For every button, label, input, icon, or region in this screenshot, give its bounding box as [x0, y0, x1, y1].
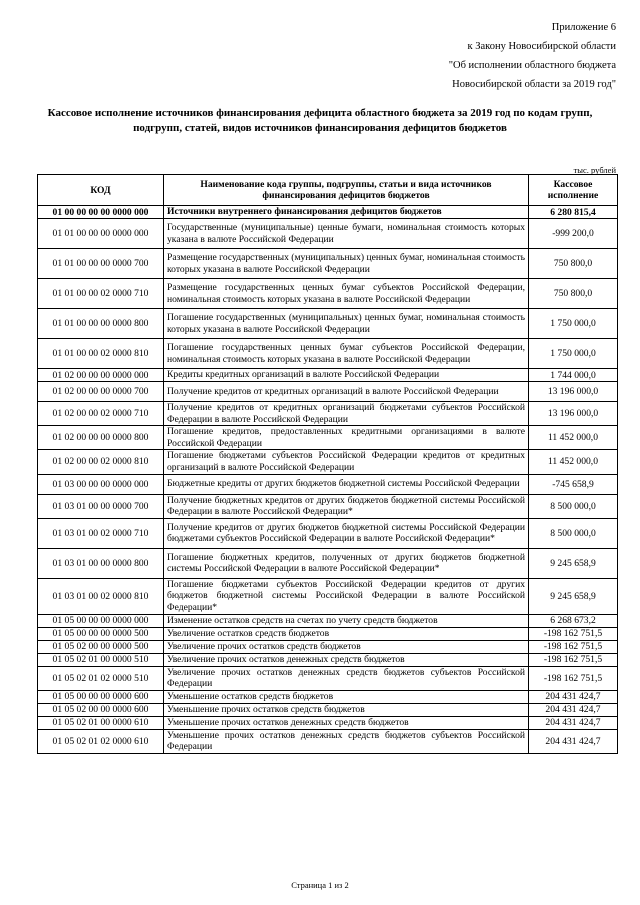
- table-row: [38, 653, 618, 666]
- row-code: 01 03 01 00 00 0000 800: [38, 548, 164, 578]
- table-row: [38, 369, 618, 382]
- row-name: Погашение бюджетами субъектов Российской Федерации кредитов от других бюджетов бюджетной системы Российской Федерации в валюте Российской Федерации*: [164, 578, 529, 614]
- row-name: Погашение бюджетами субъектов Российской Федерации кредитов от кредитных организаций в валюте Российской Федерации: [164, 450, 529, 474]
- row-name: Увеличение остатков средств бюджетов: [164, 627, 529, 640]
- appendix-line: к Закону Новосибирской области: [467, 41, 616, 52]
- row-name: Погашение государственных (муниципальных) ценных бумаг, номинальная стоимость которых указана в валюте Российской Федерации: [164, 309, 529, 339]
- row-code: 01 05 02 00 00 0000 500: [38, 640, 164, 653]
- table-row: [38, 729, 618, 753]
- row-name: Кредиты кредитных организаций в валюте Российской Федерации: [164, 369, 529, 382]
- row-amount: 13 196 000,0: [529, 402, 618, 426]
- row-amount: 9 245 658,9: [529, 548, 618, 578]
- table-row: [38, 548, 618, 578]
- table-row: [38, 382, 618, 402]
- row-amount: 204 431 424,7: [529, 729, 618, 753]
- row-name: Получение кредитов от других бюджетов бюджетной системы Российской Федерации бюджетами субъектов Российской Федерации в валюте Российской Федерации*: [164, 518, 529, 548]
- table-row: [38, 716, 618, 729]
- row-amount: -198 162 751,5: [529, 627, 618, 640]
- row-amount: 1 750 000,0: [529, 339, 618, 369]
- row-amount: 8 500 000,0: [529, 494, 618, 518]
- table-row: [38, 578, 618, 614]
- units-label: тыс. рублей: [573, 165, 616, 175]
- row-code: 01 02 00 00 02 0000 810: [38, 450, 164, 474]
- row-amount: -745 658,9: [529, 474, 618, 494]
- row-amount: 13 196 000,0: [529, 382, 618, 402]
- row-code: 01 02 00 00 00 0000 700: [38, 382, 164, 402]
- row-name: Увеличение прочих остатков денежных средств бюджетов субъектов Российской Федерации: [164, 666, 529, 690]
- row-amount: -999 200,0: [529, 219, 618, 249]
- row-amount: 204 431 424,7: [529, 690, 618, 703]
- page-footer: Страница 1 из 2: [291, 880, 349, 890]
- row-name: Погашение государственных ценных бумаг субъектов Российской Федерации, номинальная стоимость которых указана в валюте Российской Федерации: [164, 339, 529, 369]
- table-row: [38, 690, 618, 703]
- table-row: [38, 249, 618, 279]
- row-name: Размещение государственных (муниципальных) ценных бумаг, номинальная стоимость которых указана в валюте Российской Федерации: [164, 249, 529, 279]
- row-name: Увеличение прочих остатков средств бюджетов: [164, 640, 529, 653]
- row-name: Уменьшение прочих остатков средств бюджетов: [164, 703, 529, 716]
- row-code: 01 02 00 00 02 0000 710: [38, 402, 164, 426]
- row-code: 01 02 00 00 00 0000 000: [38, 369, 164, 382]
- table-row: [38, 666, 618, 690]
- row-code: 01 05 02 01 00 0000 510: [38, 653, 164, 666]
- row-name: Изменение остатков средств на счетах по учету средств бюджетов: [164, 614, 529, 627]
- row-name: Уменьшение прочих остатков денежных средств бюджетов субъектов Российской Федерации: [164, 729, 529, 753]
- row-name: Источники внутреннего финансирования дефицитов бюджетов: [164, 206, 529, 219]
- row-amount: -198 162 751,5: [529, 653, 618, 666]
- row-amount: 11 452 000,0: [529, 426, 618, 450]
- row-amount: 9 245 658,9: [529, 578, 618, 614]
- table-row: [38, 309, 618, 339]
- table-row: [38, 614, 618, 627]
- row-amount: 6 280 815,4: [529, 206, 618, 219]
- header-amount: Кассовое исполнение: [529, 175, 618, 206]
- table-row: [38, 426, 618, 450]
- table-row: [38, 494, 618, 518]
- row-amount: 750 800,0: [529, 249, 618, 279]
- table-row: [38, 402, 618, 426]
- row-name: Погашение бюджетных кредитов, полученных от других бюджетов бюджетной системы Российской Федерации в валюте Российской Федерации*: [164, 548, 529, 578]
- table-row: [38, 219, 618, 249]
- row-code: 01 01 00 00 00 0000 700: [38, 249, 164, 279]
- row-amount: -198 162 751,5: [529, 640, 618, 653]
- document-title: Кассовое исполнение источников финансирования дефицита областного бюджета за 2019 год по кодам групп, подгрупп, статей, видов источников финансирования дефицитов бюджетов: [47, 107, 593, 134]
- row-code: 01 01 00 00 00 0000 800: [38, 309, 164, 339]
- row-code: 01 03 00 00 00 0000 000: [38, 474, 164, 494]
- row-code: 01 00 00 00 00 0000 000: [38, 206, 164, 219]
- table-row: [38, 279, 618, 309]
- appendix-line: "Об исполнении областного бюджета: [448, 60, 616, 71]
- row-name: Увеличение прочих остатков денежных средств бюджетов: [164, 653, 529, 666]
- row-name: Уменьшение прочих остатков денежных средств бюджетов: [164, 716, 529, 729]
- table-row: [38, 627, 618, 640]
- table-row: [38, 206, 618, 219]
- row-name: Уменьшение остатков средств бюджетов: [164, 690, 529, 703]
- row-code: 01 05 00 00 00 0000 600: [38, 690, 164, 703]
- row-code: 01 02 00 00 00 0000 800: [38, 426, 164, 450]
- table-row: [38, 474, 618, 494]
- appendix-line: Приложение 6: [551, 22, 616, 33]
- row-code: 01 05 00 00 00 0000 000: [38, 614, 164, 627]
- row-amount: 750 800,0: [529, 279, 618, 309]
- row-code: 01 05 02 01 02 0000 510: [38, 666, 164, 690]
- row-name: Получение бюджетных кредитов от других бюджетов бюджетной системы Российской Федерации в валюте Российской Федерации*: [164, 494, 529, 518]
- table-row: [38, 518, 618, 548]
- row-amount: 1 744 000,0: [529, 369, 618, 382]
- row-amount: 1 750 000,0: [529, 309, 618, 339]
- row-name: Государственные (муниципальные) ценные бумаги, номинальная стоимость которых указана в валюте Российской Федерации: [164, 219, 529, 249]
- row-code: 01 05 02 01 02 0000 610: [38, 729, 164, 753]
- row-name: Получение кредитов от кредитных организаций бюджетами субъектов Российской Федерации в валюте Российской Федерации: [164, 402, 529, 426]
- row-amount: 11 452 000,0: [529, 450, 618, 474]
- row-name: Получение кредитов от кредитных организаций в валюте Российской Федерации: [164, 382, 529, 402]
- table-row: [38, 339, 618, 369]
- row-code: 01 05 02 00 00 0000 600: [38, 703, 164, 716]
- table-row: [38, 703, 618, 716]
- row-amount: 204 431 424,7: [529, 716, 618, 729]
- row-code: 01 01 00 00 02 0000 810: [38, 339, 164, 369]
- table-header-row: [38, 175, 618, 206]
- row-code: 01 03 01 00 00 0000 700: [38, 494, 164, 518]
- row-amount: 204 431 424,7: [529, 703, 618, 716]
- row-code: 01 01 00 00 00 0000 000: [38, 219, 164, 249]
- row-code: 01 03 01 00 02 0000 810: [38, 578, 164, 614]
- row-amount: -198 162 751,5: [529, 666, 618, 690]
- appendix-header: [449, 18, 616, 94]
- header-name: Наименование кода группы, подгруппы, статьи и вида источников финансирования дефицитов бюджетов: [164, 175, 529, 206]
- appendix-line: Новосибирской области за 2019 год": [452, 79, 616, 90]
- table-row: [38, 640, 618, 653]
- row-code: 01 05 02 01 00 0000 610: [38, 716, 164, 729]
- row-code: 01 01 00 00 02 0000 710: [38, 279, 164, 309]
- table-row: [38, 450, 618, 474]
- sources-table: [37, 174, 618, 754]
- row-code: 01 05 00 00 00 0000 500: [38, 627, 164, 640]
- row-name: Размещение государственных ценных бумаг субъектов Российской Федерации, номинальная стоимость которых указана в валюте Российской Федерации: [164, 279, 529, 309]
- row-code: 01 03 01 00 02 0000 710: [38, 518, 164, 548]
- row-name: Бюджетные кредиты от других бюджетов бюджетной системы Российской Федерации: [164, 474, 529, 494]
- header-code: КОД: [38, 175, 164, 206]
- row-amount: 8 500 000,0: [529, 518, 618, 548]
- row-name: Погашение кредитов, предоставленных кредитными организациями в валюте Российской Федерации: [164, 426, 529, 450]
- row-amount: 6 268 673,2: [529, 614, 618, 627]
